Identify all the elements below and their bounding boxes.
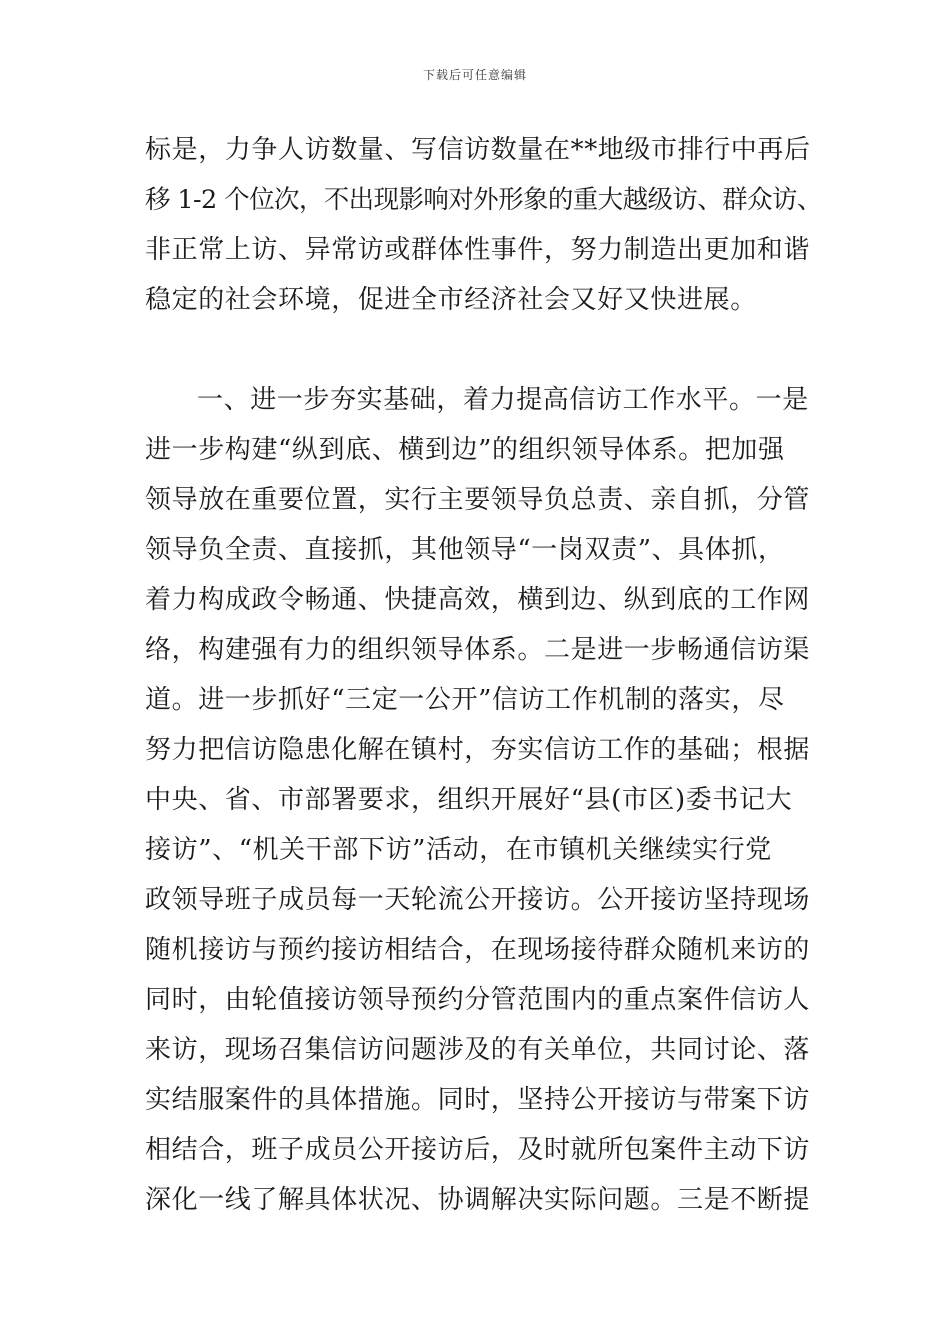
text-line: 领导放在重要位置，实行主要领导负总责、亲自抓，分管: [145, 485, 811, 515]
text-line: 同时，由轮值接访领导预约分管范围内的重点案件信访人: [145, 985, 811, 1015]
text-line: 络，构建强有力的组织领导体系。二是进一步畅通信访渠: [145, 635, 811, 665]
text-line: 领导负全责、直接抓，其他领导“一岗双责”、具体抓，: [145, 535, 785, 565]
text-line: 来访，现场召集信访问题涉及的有关单位，共同讨论、落: [145, 1035, 811, 1065]
page-header: 下载后可任意编辑: [422, 68, 527, 82]
text-line: 一、进一步夯实基础，着力提高信访工作水平。一是: [197, 385, 809, 415]
text-line: 进一步构建“纵到底、横到边”的组织领导体系。把加强: [145, 435, 785, 465]
text-line: 标是，力争人访数量、写信访数量在**地级市排行中再后: [145, 135, 811, 165]
text-line: 非正常上访、异常访或群体性事件，努力制造出更加和谐: [145, 235, 811, 265]
text-line: 随机接访与预约接访相结合，在现场接待群众随机来访的: [145, 935, 811, 965]
text-line: 中央、省、市部署要求，组织开展好“县(市区)委书记大: [145, 785, 793, 815]
text-line: 深化一线了解具体状况、协调解决实际问题。三是不断提: [145, 1185, 811, 1215]
text-line: 移 1-2 个位次，不出现影响对外形象的重大越级访、群众访、: [145, 185, 822, 215]
text-line: 努力把信访隐患化解在镇村，夯实信访工作的基础；根据: [145, 735, 811, 765]
text-line: 政领导班子成员每一天轮流公开接访。公开接访坚持现场: [145, 885, 811, 915]
text-line: 着力构成政令畅通、快捷高效，横到边、纵到底的工作网: [145, 585, 811, 615]
text-line: 相结合，班子成员公开接访后，及时就所包案件主动下访: [145, 1135, 811, 1165]
text-line: 稳定的社会环境，促进全市经济社会又好又快进展。: [145, 285, 757, 315]
text-line: 实结服案件的具体措施。同时，坚持公开接访与带案下访: [145, 1085, 811, 1115]
text-line: 道。进一步抓好“三定一公开”信访工作机制的落实，尽: [145, 685, 785, 715]
text-line: 接访”、“机关干部下访”活动，在市镇机关继续实行党: [145, 835, 772, 865]
